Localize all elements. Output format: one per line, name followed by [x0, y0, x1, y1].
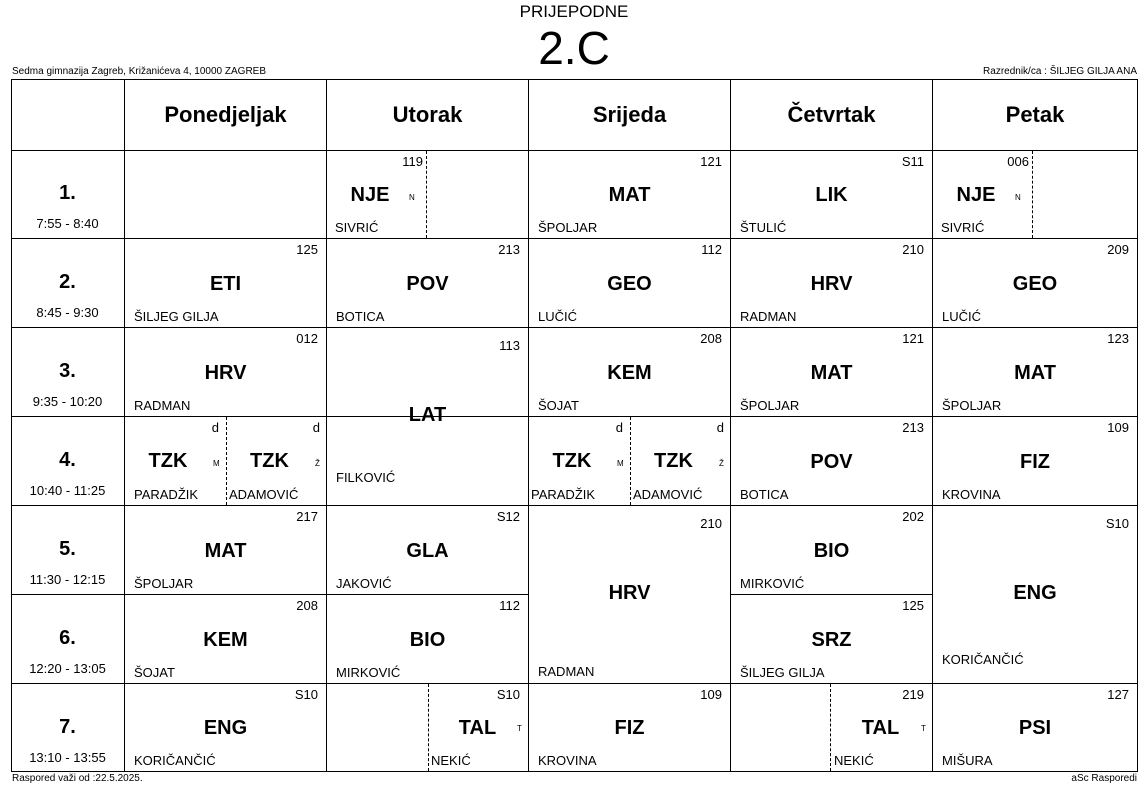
lesson-cell[interactable]	[933, 417, 1137, 505]
teacher-label: BOTICA	[336, 309, 385, 324]
subject-label: ETI	[209, 273, 242, 295]
group-label: M	[213, 459, 220, 468]
teacher-label: KROVINA	[538, 753, 597, 768]
teacher-label: PARADŽIK	[531, 487, 596, 502]
room-label: 109	[700, 687, 722, 702]
lesson-cell[interactable]	[529, 684, 730, 771]
room-label: 123	[1107, 331, 1129, 346]
subject-label: FIZ	[614, 717, 645, 739]
period-time: 10:40 - 11:25	[29, 483, 106, 498]
period-number: 6.	[59, 627, 76, 649]
room-label: 219	[902, 687, 924, 702]
lesson-cell[interactable]	[731, 151, 932, 238]
subject-label: GEO	[607, 273, 652, 295]
subject-label: NJE	[350, 184, 390, 206]
teacher-label: RADMAN	[740, 309, 797, 324]
lesson-group[interactable]	[831, 684, 932, 771]
room-label: 125	[902, 598, 924, 613]
teacher-label: NEKIĆ	[431, 753, 471, 768]
class-title: 2.C	[538, 22, 610, 74]
timetable-grid	[11, 79, 1138, 772]
group-label: T	[921, 724, 926, 733]
lesson-group[interactable]	[327, 151, 427, 238]
subject-label: TAL	[458, 717, 497, 739]
room-label: S10	[294, 687, 318, 702]
teacher-label: RADMAN	[134, 398, 191, 413]
teacher-label: KROVINA	[942, 487, 1001, 502]
room-label: d	[211, 420, 219, 435]
room-label: 121	[700, 154, 722, 169]
lesson-cell-split[interactable]	[933, 151, 1137, 238]
room-label: 210	[902, 242, 924, 257]
teacher-label: ŠILJEG GILJA	[740, 665, 825, 680]
teacher-label: ŠPOLJAR	[538, 220, 598, 235]
day-header: Utorak	[392, 102, 463, 127]
room-label: 112	[701, 242, 722, 257]
period-time: 13:10 - 13:55	[29, 750, 106, 765]
period-time: 11:30 - 12:15	[29, 572, 106, 587]
room-label: 210	[700, 516, 722, 531]
teacher-label: KORIČANČIĆ	[134, 753, 216, 768]
subject-label: MAT	[1014, 362, 1056, 384]
teacher-label: NEKIĆ	[834, 753, 874, 768]
period-number: 5.	[59, 538, 76, 560]
lesson-cell[interactable]	[327, 239, 528, 327]
teacher-label: ŠPOLJAR	[134, 576, 194, 591]
room-label: 209	[1107, 242, 1129, 257]
lesson-cell[interactable]	[529, 239, 730, 327]
teacher-label: ŠTULIĆ	[740, 220, 787, 235]
validity-date: Raspored važi od :22.5.2025.	[12, 773, 143, 784]
room-label: 109	[1107, 420, 1129, 435]
room-label: 012	[296, 331, 318, 346]
group-label: Ž	[315, 459, 320, 468]
subject-label: TZK	[552, 450, 592, 472]
lesson-cell[interactable]	[529, 506, 730, 683]
room-label: 213	[902, 420, 924, 435]
subject-label: POV	[406, 273, 449, 295]
subject-label: GEO	[1012, 273, 1058, 295]
subject-label: TAL	[861, 717, 900, 739]
lesson-cell[interactable]	[731, 417, 932, 505]
teacher-label: ŠPOLJAR	[740, 398, 800, 413]
subject-label: SRZ	[811, 629, 852, 651]
room-label: d	[716, 420, 724, 435]
lesson-cell[interactable]	[327, 506, 528, 594]
room-label: S10	[1105, 516, 1129, 531]
group-divider	[426, 151, 427, 238]
day-header: Petak	[1005, 102, 1065, 127]
software-brand: aSc Rasporedi	[1071, 773, 1137, 784]
room-label: 217	[296, 509, 318, 524]
subject-label: KEM	[607, 362, 652, 384]
room-label: S10	[496, 687, 520, 702]
lesson-cell[interactable]	[529, 328, 730, 416]
teacher-label: ŠILJEG GILJA	[134, 309, 219, 324]
lesson-group[interactable]	[933, 151, 1033, 238]
teacher-label: LUČIĆ	[942, 309, 982, 324]
subject-label: KEM	[203, 629, 248, 651]
teacher-label: ŠPOLJAR	[942, 398, 1002, 413]
subject-label: HRV	[810, 273, 853, 295]
subject-label: TZK	[654, 450, 693, 472]
teacher-label: SIVRIĆ	[941, 220, 985, 235]
period-time: 9:35 - 10:20	[32, 394, 103, 409]
subject-label: MAT	[608, 184, 651, 206]
period-time: 12:20 - 13:05	[29, 661, 106, 676]
period-number: 1.	[59, 182, 76, 204]
day-header: Četvrtak	[787, 102, 876, 127]
lesson-cell[interactable]	[933, 239, 1137, 327]
subject-label: LIK	[815, 184, 848, 206]
subject-label: TZK	[148, 450, 188, 472]
period-number: 2.	[59, 271, 76, 293]
lesson-group[interactable]	[631, 417, 730, 505]
school-name: Sedma gimnazija Zagreb, Križanićeva 4, 10000 ZAGREB	[12, 66, 267, 77]
group-label: M	[617, 459, 624, 468]
lesson-cell-split[interactable]	[731, 684, 932, 771]
lesson-cell[interactable]	[529, 151, 730, 238]
subject-label: BIO	[409, 629, 446, 651]
room-label: 202	[902, 509, 924, 524]
lesson-cell[interactable]	[731, 506, 932, 594]
subject-label: LAT	[408, 404, 447, 426]
subject-label: ENG	[203, 717, 248, 739]
teacher-label: MIRKOVIĆ	[740, 576, 805, 591]
room-label: S11	[901, 154, 924, 169]
lesson-group[interactable]	[529, 417, 629, 505]
group-divider	[1032, 151, 1033, 238]
subject-label: HRV	[204, 362, 247, 384]
day-header: Srijeda	[592, 102, 667, 127]
teacher-label: PARADŽIK	[134, 487, 199, 502]
teacher-label: SIVRIĆ	[335, 220, 379, 235]
lesson-group[interactable]	[125, 417, 225, 505]
subject-label: FIZ	[1020, 451, 1050, 473]
room-label: 113	[499, 338, 520, 353]
group-label: Ž	[719, 459, 724, 468]
period-time: 7:55 - 8:40	[36, 216, 99, 231]
teacher-label: RADMAN	[538, 664, 595, 679]
lesson-cell[interactable]	[933, 506, 1137, 683]
room-label: 119	[402, 154, 423, 169]
teacher-label: ŠOJAT	[538, 398, 579, 413]
lesson-cell-split[interactable]	[125, 417, 326, 505]
room-label: d	[312, 420, 320, 435]
teacher-label: MIŠURA	[942, 753, 993, 768]
subject-label: ENG	[1013, 582, 1057, 604]
subject-label: GLA	[406, 540, 449, 562]
lesson-cell-split[interactable]	[529, 417, 730, 505]
group-label: N	[1015, 193, 1021, 202]
period-number: 3.	[59, 360, 76, 382]
subject-label: NJE	[956, 184, 996, 206]
lesson-cell[interactable]	[125, 684, 326, 771]
lesson-cell-split[interactable]	[327, 684, 528, 771]
lesson-cell[interactable]	[125, 239, 326, 327]
shift-label: PRIJEPODNE	[519, 2, 629, 21]
group-label: N	[409, 193, 415, 202]
lesson-cell[interactable]	[327, 328, 528, 505]
lesson-cell[interactable]	[731, 595, 932, 683]
teacher-label: KORIČANČIĆ	[942, 652, 1024, 667]
lesson-cell[interactable]	[125, 595, 326, 683]
lesson-cell-split[interactable]	[327, 151, 528, 238]
teacher-label: ADAMOVIĆ	[229, 487, 299, 502]
subject-label: MAT	[204, 540, 247, 562]
room-label: S12	[496, 509, 520, 524]
day-header: Ponedjeljak	[164, 102, 287, 127]
lesson-cell[interactable]	[933, 328, 1137, 416]
subject-label: BIO	[813, 540, 850, 562]
teacher-label: LUČIĆ	[538, 309, 578, 324]
period-number: 4.	[59, 449, 76, 471]
room-label: 213	[498, 242, 520, 257]
lesson-cell[interactable]	[731, 328, 932, 416]
lesson-group[interactable]	[227, 417, 326, 505]
teacher-label: MIRKOVIĆ	[336, 665, 401, 680]
room-label: 006	[1007, 154, 1029, 169]
room-label: 121	[902, 331, 924, 346]
homeroom-teacher: Razrednik/ca : ŠILJEG GILJA ANA	[983, 66, 1137, 77]
period-time: 8:45 - 9:30	[36, 305, 99, 320]
room-label: 127	[1107, 687, 1129, 702]
subject-label: HRV	[608, 582, 651, 604]
teacher-label: JAKOVIĆ	[336, 576, 392, 591]
lesson-cell[interactable]	[125, 506, 326, 594]
period-number: 7.	[59, 716, 76, 738]
room-label: 208	[700, 331, 722, 346]
room-label: 208	[296, 598, 318, 613]
subject-label: POV	[810, 451, 853, 473]
lesson-group[interactable]	[429, 684, 528, 771]
teacher-label: FILKOVIĆ	[336, 470, 396, 485]
room-label: 125	[296, 242, 318, 257]
subject-label: PSI	[1018, 717, 1052, 739]
lesson-cell[interactable]	[327, 595, 528, 683]
teacher-label: ADAMOVIĆ	[633, 487, 703, 502]
subject-label: TZK	[250, 450, 289, 472]
teacher-label: ŠOJAT	[134, 665, 175, 680]
lesson-cell[interactable]	[933, 684, 1137, 771]
teacher-label: BOTICA	[740, 487, 789, 502]
lesson-cell[interactable]	[731, 239, 932, 327]
room-label: 112	[499, 598, 520, 613]
group-label: T	[517, 724, 522, 733]
room-label: d	[615, 420, 623, 435]
subject-label: MAT	[810, 362, 853, 384]
lesson-cell[interactable]	[125, 328, 326, 416]
